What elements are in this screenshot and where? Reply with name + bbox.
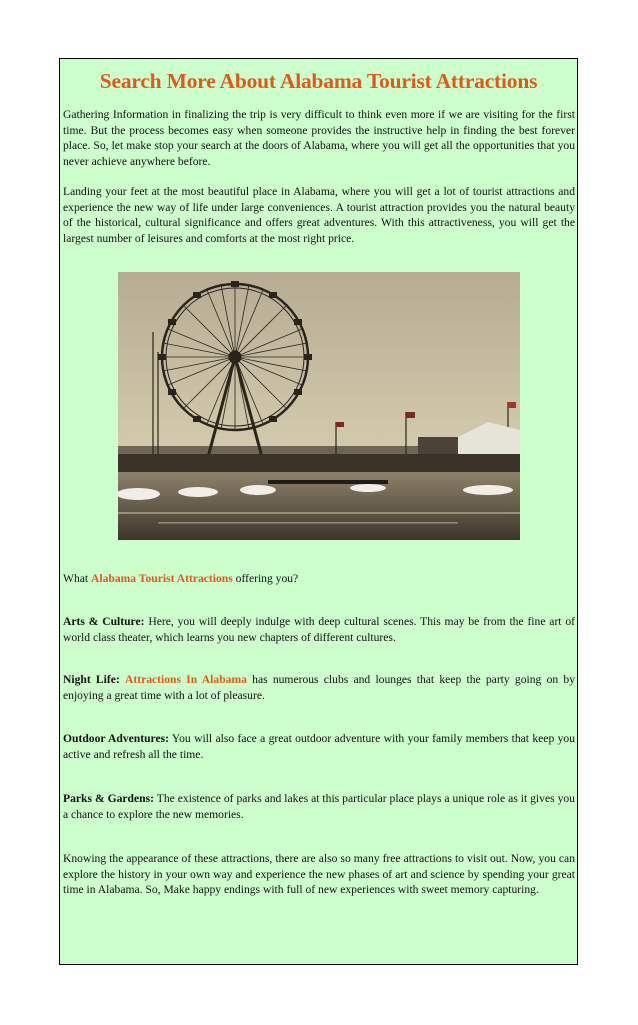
page-title: Search More About Alabama Tourist Attractions [99, 69, 538, 93]
question-before: What [63, 572, 89, 585]
content-panel [59, 58, 578, 965]
section-heading: Night Life: [63, 673, 120, 686]
intro-paragraph-2: Landing your feet at the most beautiful place in Alabama, where you will get a lot of tourist attractions and experience the new way of life under large conveniences. A tourist attraction provides you the natural beauty of the historical, cultural significance and offers great adventures. With this attractiveness, you will get the largest number of leisures and comforts at the most right price. [63, 185, 575, 245]
section-arts-culture [63, 614, 575, 645]
section-heading: Outdoor Adventures: [63, 732, 169, 745]
section-parks-gardens [63, 791, 575, 822]
section-text: The existence of parks and lakes at this particular place plays a unique role as it gives you a chance to explore the new memories. [63, 792, 575, 821]
alabama-tourist-attractions-link[interactable]: Alabama Tourist Attractions [91, 572, 233, 585]
section-heading: Parks & Gardens: [63, 792, 154, 805]
section-text: has numerous clubs and lounges that keep the party going on by enjoying a great time with a lot of pleasure. [63, 673, 575, 702]
closing-paragraph: Knowing the appearance of these attractions, there are also so many free attractions to visit out. Now, you can explore the history in your own way and experience the new phases of art and science by spending your great time in Alabama. So, Make happy endings with full of new experiences with sweet memory capturing. [63, 852, 575, 897]
section-text: You will also face a great outdoor adventure with your family members that keep you active and refresh all the time. [63, 732, 575, 761]
section-outdoor-adventures [63, 731, 575, 762]
question-after: offering you? [235, 572, 299, 585]
section-night-life [63, 672, 575, 703]
section-text: Here, you will deeply indulge with deep cultural scenes. This may be from the fine art of world class theater, which learns you new chapters of different cultures. [63, 615, 576, 644]
intro-paragraph-1: Gathering Information in finalizing the trip is very difficult to think even more if we are visiting for the first time. But the process becomes easy when someone provides the instructive help in finding the best forever place. So, let make stop your search at the doors of Alabama, where you will get all the opportunities that you never achieve anywhere before. [63, 108, 575, 168]
question-line [63, 571, 575, 587]
attractions-in-alabama-link[interactable]: Attractions In Alabama [125, 673, 247, 686]
section-heading: Arts & Culture: [63, 615, 145, 628]
ferris-wheel-photo [118, 272, 520, 540]
